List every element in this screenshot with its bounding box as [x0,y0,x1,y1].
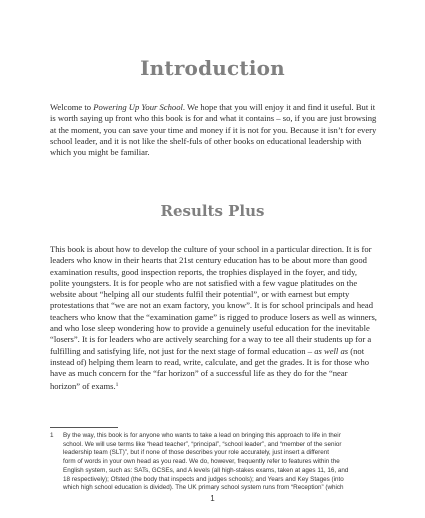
footnote-divider [50,427,118,428]
page-number: 1 [210,494,215,503]
footnote-line: leadership team (SLT)”, but if none of those describes your role accurately, just insert a different [63,449,329,457]
body-part-2: (not instead of) helping them learn to read, write, calculate, and get the grades. It is for those who have as much concern for the “far horizon” of a successful life as they do for the “near horizon” of exams. [50,345,370,391]
page-title: Introduction [140,56,285,80]
footnote-line: 18 respectively); Ofsted (the body that inspects and judges schools); and Years and Key Stages (into [63,475,344,483]
intro-lead: Welcome to [50,102,94,112]
footnote-line: By the way, this book is for anyone who wants to take a lead on bringing this approach to life in their [63,432,341,439]
intro-rest: . We hope that you will enjoy it and find it useful. But it is worth saying up front who this book is for and what it contains – so, if you are just browsing at the moment, you can save your time and money if it is not for you. Because it isn’t for every school leader, and it is not like the shelf-fuls of other books on educational leadership with which you might be familiar. [50,102,377,158]
body-paragraph [50,244,377,392]
footnote-line: school. We will use terms like “head teacher”, “principal”, “school leader”, and “member of the senior [63,440,342,448]
body-part-1: This book is about how to develop the culture of your school in a particular direction. It is for leaders who know in their hearts that 21st century education has to be about more than good examination results, good inspection reports, the trophies displayed in the foyer, and tidy, polite youngsters. It is for people who are not satisfied with a few vague platitudes on the website about “helping all our students fulfil their potential”, or with earnest but empty protestations that “we are not an exam factory, you know”. It is for school principals and head teachers who know that the “examination game” is rigged to produce losers as well as winners, and who lose sleep wondering how to provide a genuinely useful education for the inevitable “losers”. It is for leaders who are actively searching for a way to tee all their students up for a fulfilling and satisfying life, not just for the next stage of formal education – [50,244,377,356]
footnote-line: English system, such as: SATs, GCSEs, and A levels (all high-stakes exams, taken at ages 11, 16, and [63,466,349,474]
book-title: Powering Up Your School [93,102,183,112]
footnote-line: which high school education is divided). The UK primary school system runs from “Reception” (which [63,484,344,492]
body-emphasis: as well as [314,345,349,356]
footnote-line: form of words in your own head as you read. We do, however, frequently refer to features within the [63,458,340,466]
footnote-text [63,432,377,493]
intro-paragraph [50,102,377,158]
footnote-reference: 1 [115,381,119,388]
footnote-number: 1 [50,432,54,439]
section-heading: Results Plus [160,202,265,220]
